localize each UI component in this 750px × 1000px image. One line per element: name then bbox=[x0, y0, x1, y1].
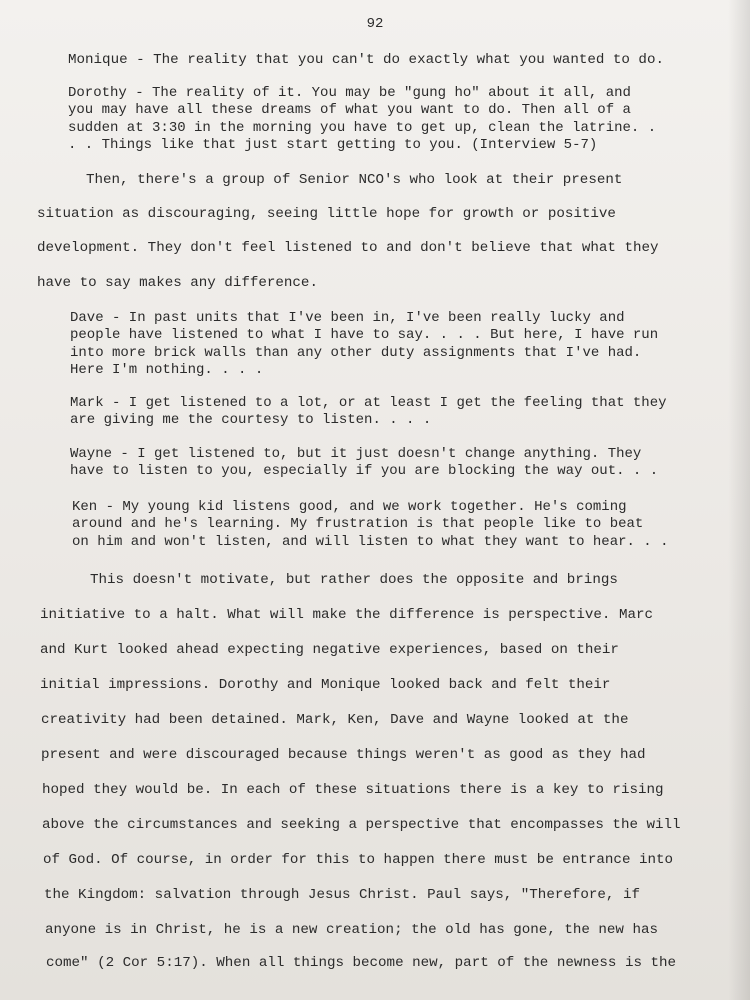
paragraph-line: and Kurt looked ahead expecting negative experiences, based on their bbox=[40, 642, 619, 658]
quote-line: Mark - I get listened to a lot, or at least I get the feeling that they bbox=[70, 395, 667, 411]
paragraph-line: above the circumstances and seeking a perspective that encompasses the will bbox=[42, 817, 681, 833]
paragraph-line: of God. Of course, in order for this to happen there must be entrance into bbox=[43, 852, 674, 868]
quote-line: Dave - In past units that I've been in, I've been really lucky and bbox=[70, 310, 625, 326]
quote-line: you may have all these dreams of what you want to do. Then all of a bbox=[68, 102, 631, 119]
paragraph-line: present and were discouraged because things weren't as good as they had bbox=[41, 747, 646, 763]
quote-line: Here I'm nothing. . . . bbox=[70, 362, 264, 379]
quote-dorothy bbox=[68, 85, 678, 155]
quote-line: have to listen to you, especially if you are blocking the way out. . . bbox=[70, 463, 659, 480]
quote-line: people have listened to what I have to say. . . . But here, I have run bbox=[70, 327, 659, 344]
quote-line: around and he's learning. My frustration is that people like to beat bbox=[72, 516, 644, 533]
paragraph-line: development. They don't feel listened to and don't believe that what they bbox=[37, 240, 659, 256]
quote-dave bbox=[70, 310, 682, 380]
paragraph-line: Then, there's a group of Senior NCO's who look at their present bbox=[86, 172, 623, 188]
paragraph-line: hoped they would be. In each of these situations there is a key to rising bbox=[42, 782, 664, 798]
quote-line: sudden at 3:30 in the morning you have to get up, clean the latrine. . bbox=[68, 119, 657, 136]
quote-line: are giving me the courtesy to listen. . . . bbox=[70, 412, 432, 429]
quote-line: into more brick walls than any other duty assignments that I've had. bbox=[70, 344, 642, 361]
quote-line: Wayne - I get listened to, but it just doesn't change anything. They bbox=[70, 446, 642, 462]
paragraph-line: This doesn't motivate, but rather does the opposite and brings bbox=[90, 572, 618, 588]
paragraph-line: anyone is in Christ, he is a new creation; the old has gone, the new has bbox=[45, 922, 658, 938]
quote-wayne bbox=[70, 446, 682, 481]
quote-line: Dorothy - The reality of it. You may be "gung ho" about it all, and bbox=[68, 85, 631, 101]
page-number: 92 bbox=[366, 16, 384, 32]
paragraph-line: initiative to a halt. What will make the difference is perspective. Marc bbox=[40, 607, 653, 623]
quote-line: . . Things like that just start getting to you. (Interview 5-7) bbox=[68, 137, 598, 154]
quote-line: on him and won't listen, and will listen to what they want to hear. . . bbox=[72, 533, 669, 550]
paragraph-line: come" (2 Cor 5:17). When all things become new, part of the newness is the bbox=[46, 955, 677, 971]
paragraph-line: initial impressions. Dorothy and Monique looked back and felt their bbox=[40, 677, 611, 693]
quote-mark bbox=[70, 395, 682, 430]
quote-monique: Monique - The reality that you can't do exactly what you wanted to do. bbox=[68, 52, 664, 68]
paragraph-line: situation as discouraging, seeing little hope for growth or positive bbox=[37, 206, 616, 222]
paragraph-line: the Kingdom: salvation through Jesus Christ. Paul says, "Therefore, if bbox=[44, 887, 640, 903]
paragraph-line: have to say makes any difference. bbox=[37, 275, 318, 291]
paragraph-line: creativity had been detained. Mark, Ken, Dave and Wayne looked at the bbox=[41, 712, 629, 728]
quote-ken bbox=[72, 499, 684, 551]
quote-line: Ken - My young kid listens good, and we work together. He's coming bbox=[72, 499, 627, 515]
